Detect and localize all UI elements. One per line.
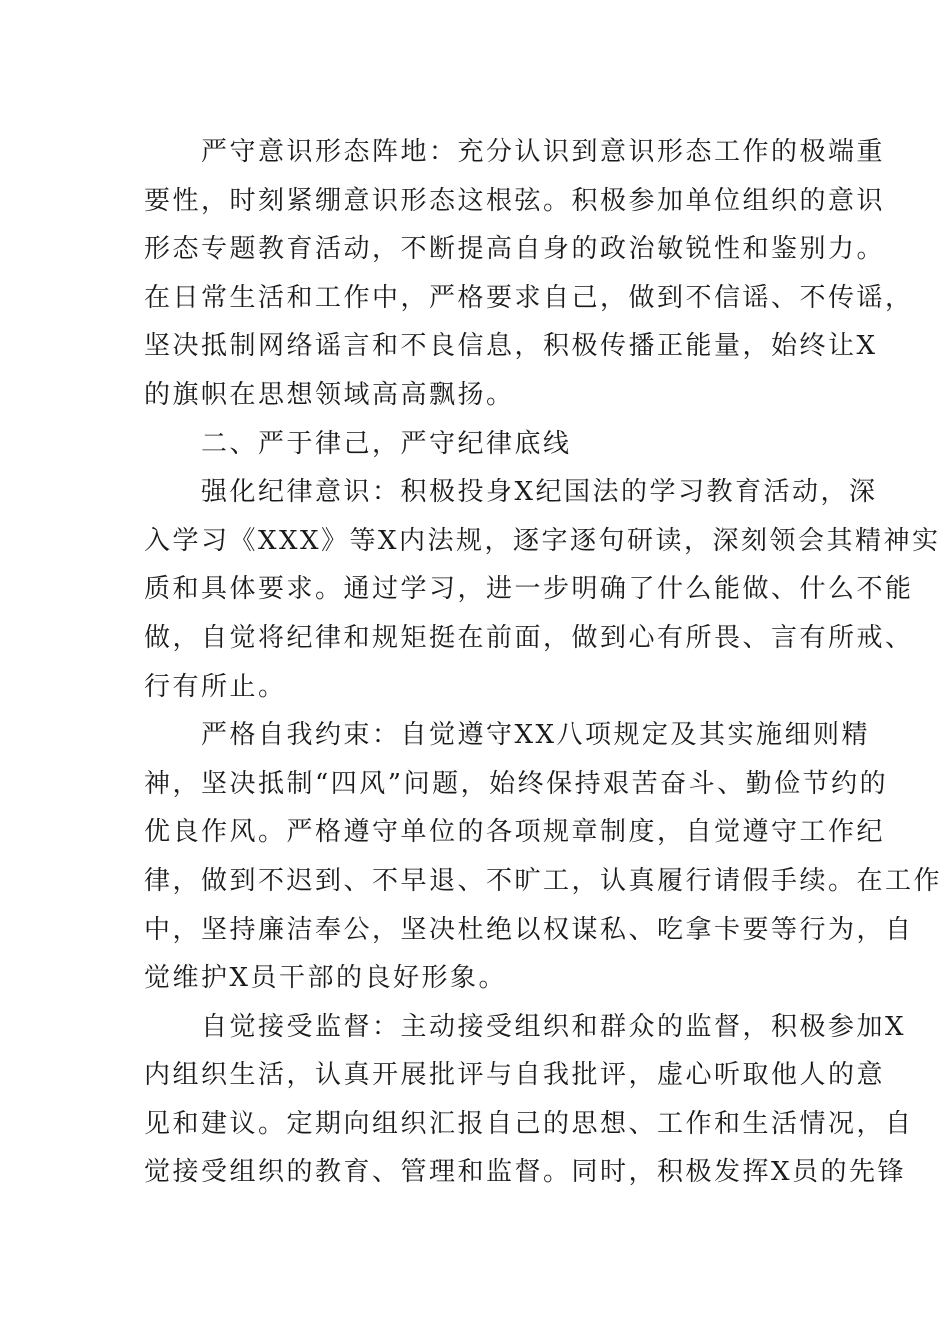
text-line: 做，自觉将纪律和规矩挺在前面，做到心有所畏、言有所戒、: [144, 622, 914, 653]
text-line: 的旗帜在思想领域高高飘扬。: [144, 379, 515, 410]
text-line: 坚决抵制网络谣言和不良信息，积极传播正能量，始终让X: [144, 331, 878, 362]
text-line: 入学习《XXX》等X内法规，逐字逐句研读，深刻领会其精神实: [144, 525, 941, 556]
text-line: 优良作风。严格遵守单位的各项规章制度，自觉遵守工作纪: [144, 817, 886, 848]
text-line: 严格自我约束：自觉遵守XX八项规定及其实施细则精: [144, 720, 871, 751]
text-line: 见和建议。定期向组织汇报自己的思想、工作和生活情况，自: [144, 1108, 914, 1139]
text-line: 觉接受组织的教育、管理和监督。同时，积极发挥X员的先锋: [144, 1157, 907, 1188]
text-line: 中，坚持廉洁奉公，坚决杜绝以权谋私、吃拿卡要等行为，自: [144, 914, 914, 945]
text-line: 要性，时刻紧绷意识形态这根弦。积极参加单位组织的意识: [144, 185, 886, 216]
text-line: 律，做到不迟到、不早退、不旷工，认真履行请假手续。在工作: [144, 865, 943, 896]
text-line: 严守意识形态阵地：充分认识到意识形态工作的极端重: [144, 137, 886, 167]
text-line: 形态专题教育活动，不断提高自身的政治敏锐性和鉴别力。: [144, 234, 886, 265]
text-line: 行有所止。: [144, 671, 287, 702]
text-line: 神，坚决抵制“四风”问题，始终保持艰苦奋斗、勤俭节约的: [144, 768, 889, 799]
text-line: 质和具体要求。通过学习，进一步明确了什么能做、什么不能: [144, 574, 914, 605]
text-line: 在日常生活和工作中，严格要求自己，做到不信谣、不传谣，: [144, 282, 914, 313]
text-line: 内组织生活，认真开展批评与自我批评，虚心听取他人的意: [144, 1060, 886, 1091]
section-heading: 二、严于律己，严守纪律底线: [144, 428, 572, 459]
text-line: 自觉接受监督：主动接受组织和群众的监督，积极参加X: [144, 1011, 907, 1042]
document-body: [144, 128, 943, 1197]
text-line: 觉维护X员干部的良好形象。: [144, 963, 508, 994]
text-line: 强化纪律意识：积极投身X纪国法的学习教育活动，深: [144, 477, 878, 508]
